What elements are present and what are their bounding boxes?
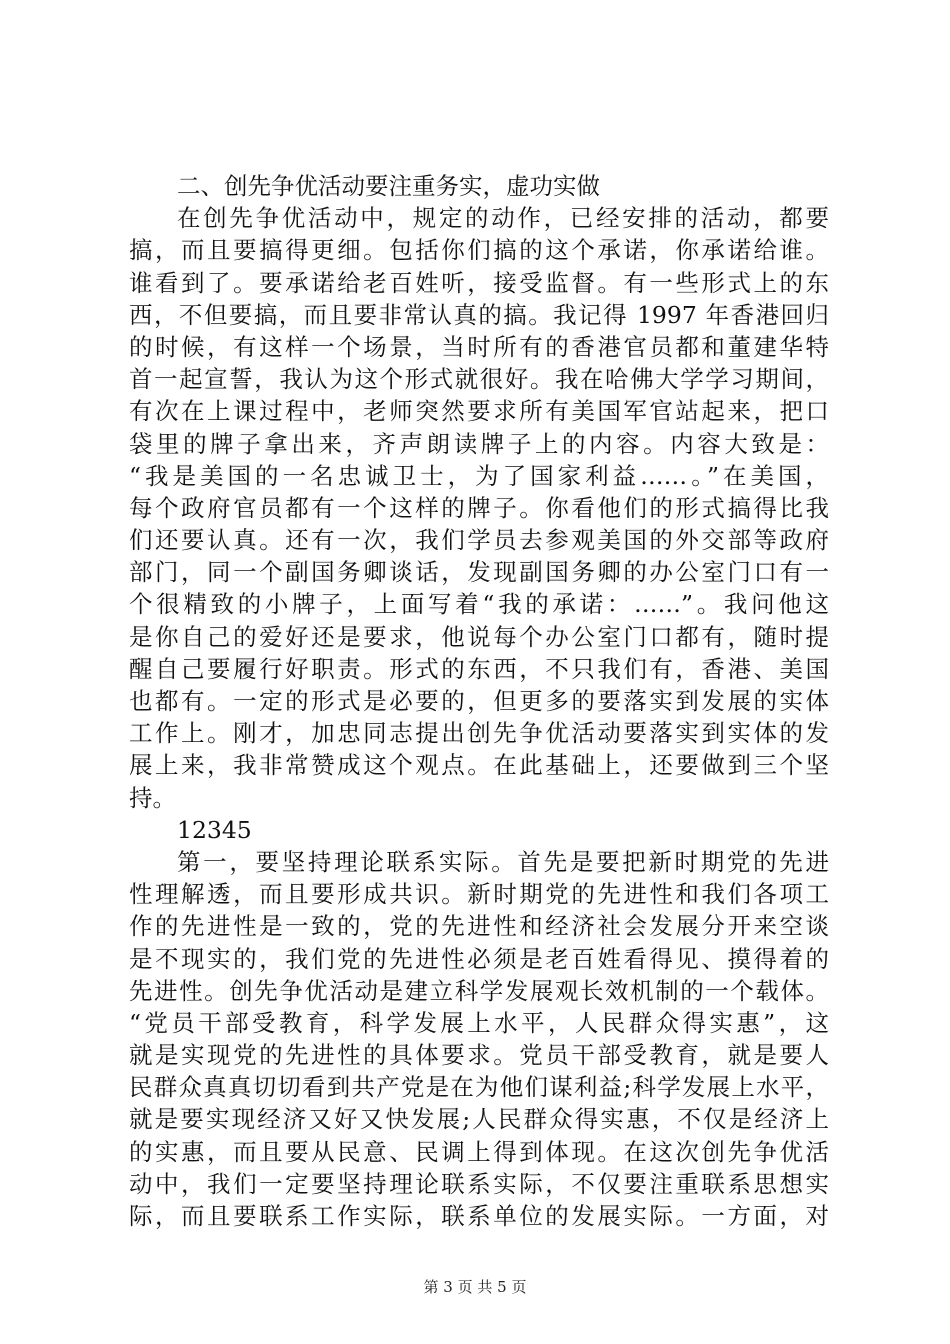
text-line: 是你自己的爱好还是要求，他说每个办公室门口都有，随时提 [129, 622, 829, 651]
text-line: 个很精致的小牌子，上面写着“我的承诺：……”。我问他这 [129, 590, 829, 619]
text-line: 先进性。创先争优活动是建立科学发展观长效机制的一个载体。 [129, 976, 829, 1005]
text-line: 动中，我们一定要坚持理论联系实际，不仅要注重联系思想实 [129, 1169, 829, 1198]
text-line: 际，而且要联系工作实际，联系单位的发展实际。一方面，对 [129, 1202, 829, 1230]
text-line: 第一，要坚持理论联系实际。首先是要把新时期党的先进 [177, 847, 829, 876]
text-line: 袋里的牌子拿出来，齐声朗读牌子上的内容。内容大致是： [129, 429, 829, 458]
text-line: 有次在上课过程中，老师突然要求所有美国军官站起来，把口 [129, 397, 829, 426]
text-line: 的时候，有这样一个场景，当时所有的香港官员都和董建华特 [129, 332, 829, 361]
number-line: 12345 [177, 815, 252, 844]
text-line: 每个政府官员都有一个这样的牌子。你看他们的形式搞得比我 [129, 493, 829, 522]
text-line: 民群众真真切切看到共产党是在为他们谋利益;科学发展上水平， [129, 1073, 829, 1102]
text-line: “党员干部受教育，科学发展上水平，人民群众得实惠”，这 [129, 1008, 829, 1037]
text-line: 也都有。一定的形式是必要的，但更多的要落实到发展的实体 [129, 687, 829, 715]
document-body [129, 170, 829, 1232]
text-line: 持。 [129, 783, 176, 812]
text-line: 展上来，我非常赞成这个观点。在此基础上，还要做到三个坚 [129, 751, 829, 780]
section-heading: 二、创先争优活动要注重务实，虚功实做 [177, 172, 600, 200]
text-line: 西，不但要搞，而且要非常认真的搞。我记得 1997 年香港回归 [129, 300, 829, 329]
text-line: 的实惠，而且要从民意、民调上得到体现。在这次创先争优活 [129, 1137, 829, 1166]
text-line: “我是美国的一名忠诚卫士，为了国家利益……。”在美国， [129, 461, 829, 490]
text-line: 作的先进性是一致的，党的先进性和经济社会发展分开来空谈 [129, 912, 829, 941]
paragraph-2 [129, 846, 829, 1232]
text-line: 是不现实的，我们党的先进性必须是老百姓看得见、摸得着的 [129, 944, 829, 973]
text-line: 工作上。刚才，加忠同志提出创先争优活动要落实到实体的发 [129, 719, 829, 748]
text-line: 就是要实现经济又好又快发展;人民群众得实惠，不仅是经济上 [129, 1105, 829, 1134]
text-line: 在创先争优活动中，规定的动作，已经安排的活动，都要 [177, 204, 829, 233]
text-line: 们还要认真。还有一次，我们学员去参观美国的外交部等政府 [129, 526, 829, 555]
text-line: 部门，同一个副国务卿谈话，发现副国务卿的办公室门口有一 [129, 558, 829, 587]
text-line: 首一起宣誓，我认为这个形式就很好。我在哈佛大学学习期间， [129, 365, 829, 394]
text-line: 谁看到了。要承诺给老百姓听，接受监督。有一些形式上的东 [129, 268, 829, 297]
text-line: 就是实现党的先进性的具体要求。党员干部受教育，就是要人 [129, 1041, 829, 1070]
text-line: 性理解透，而且要形成共识。新时期党的先进性和我们各项工 [129, 880, 829, 909]
page-footer: 第 3 页 共 5 页 [423, 1278, 527, 1296]
paragraph-1 [129, 202, 829, 814]
text-line: 搞，而且要搞得更细。包括你们搞的这个承诺，你承诺给谁。 [129, 236, 829, 265]
text-line: 醒自己要履行好职责。形式的东西，不只我们有，香港、美国 [129, 654, 829, 683]
